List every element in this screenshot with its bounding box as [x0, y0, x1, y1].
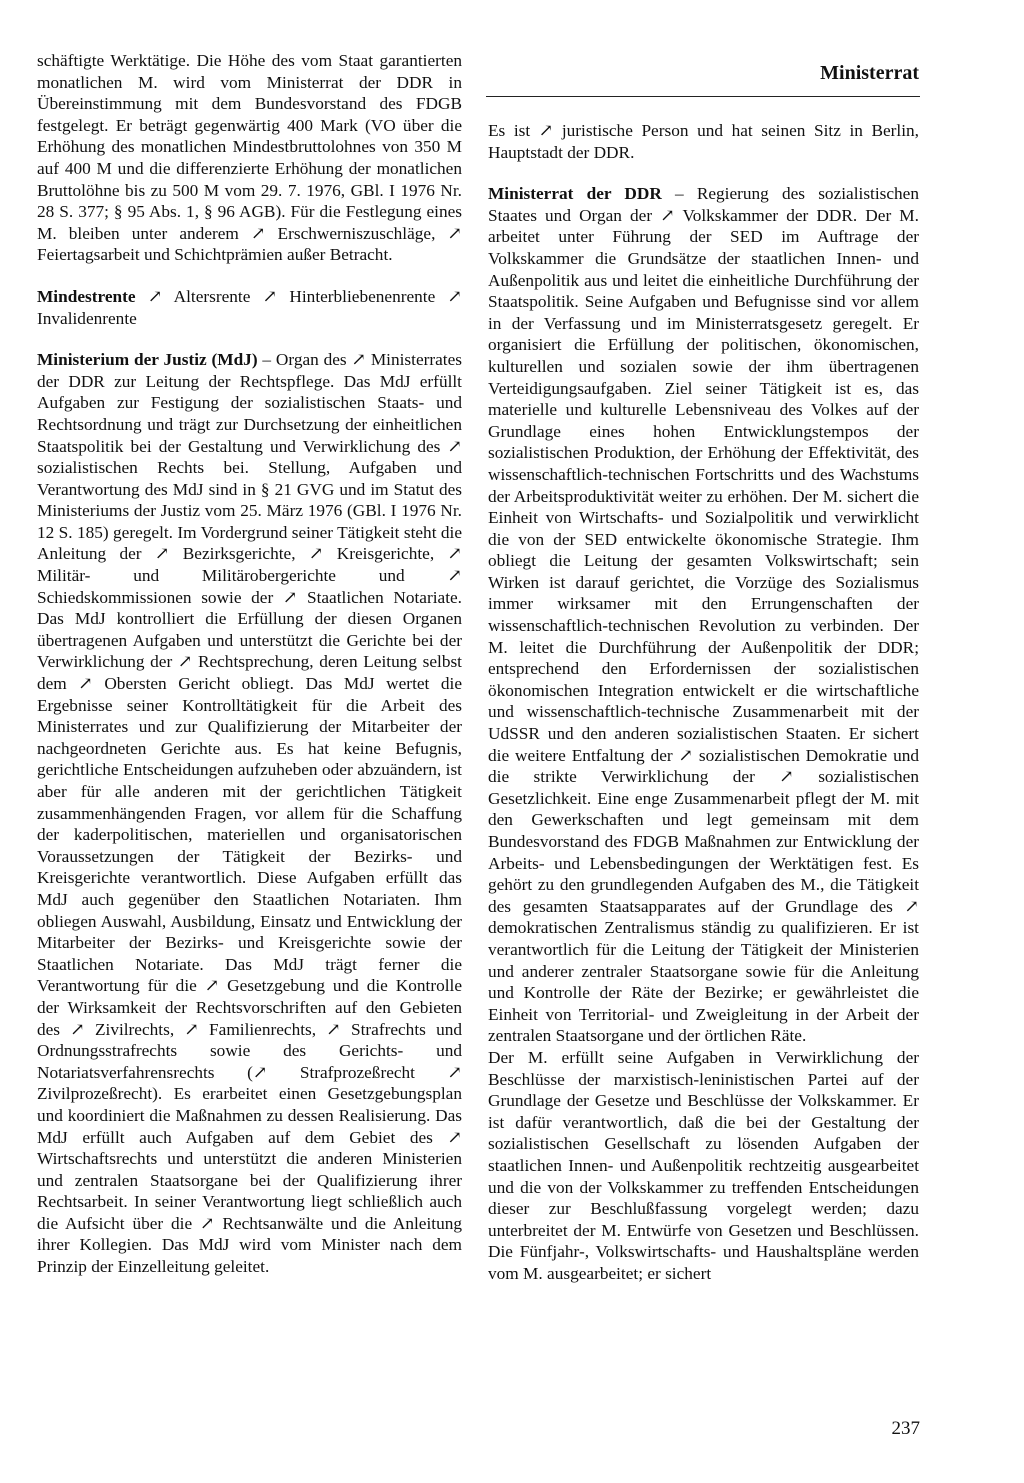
page-number: 237: [891, 1418, 920, 1439]
entry-mindestrente: [37, 286, 462, 329]
entry-body: ↗ Altersrente ↗ Hinterbliebenenrente ↗ Invalidenrente: [37, 286, 462, 328]
entry-term: Ministerrat der DDR: [488, 184, 662, 204]
paragraph-mindestlohn-cont: schäftigte Werktätige. Die Höhe des vom Staat garantierten monatlichen M. wird vom Ministerrat der DDR in Übereinstimmung mit dem Bundesvorstand des FDGB festgelegt. Er beträgt gegenwärtig 400 Mark (VO über die Erhöhung des monatlichen Mindestbruttolohnes von 350 M auf 400 M und die differenzierte Erhöhung der monatlichen Bruttolöhne bis zu 500 M vom 29. 7. 1976, GBl. I 1976 Nr. 28 S. 377; § 95 Abs. 1, § 96 AGB). Für die Festlegung eines M. bleiben unter anderem ↗ Erschwerniszuschläge, ↗ Feiertagsarbeit und Schichtprämien außer Betracht.: [37, 51, 462, 265]
entry-ministerrat-der-ddr: [488, 183, 919, 1047]
entry-term: Mindestrente: [37, 286, 136, 306]
entry-term: Ministerium der Justiz (MdJ): [37, 350, 258, 370]
paragraph-ministerrat-2: Der M. erfüllt seine Aufgaben in Verwirklichung der Beschlüsse der marxistisch-leninistischen Partei auf der Grundlage der Gesetze und Beschlüsse der Volkskammer. Er ist dafür verantwortlich, daß die bei der Gestaltung der sozialistischen Gesellschaft zu lösenden Aufgaben der staatlichen Innen- und Außenpolitik rechtzeitig ausgearbeitet und die von der Volkskammer zu treffenden Entscheidungen dieser zur Beschlußfassung vorgelegt werden; dazu unterbreitet der M. Entwürfe von Gesetzen und Beschlüssen. Die Fünfjahr-, Volkswirtschafts- und Haushaltspläne werden vom M. ausgearbeitet; er sichert: [488, 1047, 919, 1283]
header-rule: [486, 96, 920, 97]
paragraph-justiz-cont: Es ist ↗ juristische Person und hat seinen Sitz in Berlin, Hauptstadt der DDR.: [488, 121, 919, 162]
right-column: [488, 120, 919, 1284]
running-head: Ministerrat: [820, 62, 919, 84]
entry-body: – Organ des ↗ Ministerrates der DDR zur Leitung der Rechtspflege. Das MdJ erfüllt Aufgaben zur Festigung der sozialistischen Staats- und Rechtsordnung und trägt zur Durchsetzung der einheitlichen Staatspolitik bei der Gestaltung und Verwirklichung des ↗ sozialistischen Rechts bei. Stellung, Aufgaben und Verantwortung des MdJ sind in § 21 GVG und im Statut des Ministeriums der Justiz vom 25. März 1976 (GBl. I 1976 Nr. 12 S. 185) geregelt. Im Vordergrund seiner Tätigkeit steht die Anleitung der ↗ Bezirksgerichte, ↗ Kreisgerichte, ↗ Militär- und Militärobergerichte und ↗ Schiedskommissionen sowie der ↗ Staatlichen Notariate. Das MdJ kontrolliert die Erfüllung der diesen Organen übertragenen Aufgaben und unterstützt die Gerichte bei der Verwirklichung der ↗ Rechtsprechung, deren Leitung selbst dem ↗ Obersten Gericht obliegt. Das MdJ wertet die Ergebnisse seiner Kontrolltätigkeit für die Arbeit des Ministerrates und zur Qualifizierung der Mitarbeiter der nachgeordneten Gerichte aus. Es hat keine Befugnis, gerichtliche Entscheidungen aufzuheben oder abzuändern, ist aber für alle anderen mit der gerichtlichen Tätigkeit zusammenhängenden Fragen, vor allem für die Schaffung der kaderpolitischen, materiellen und organisatorischen Voraussetzungen der Tätigkeit der Bezirks- und Kreisgerichte verantwortlich. Diese Aufgaben erfüllt das MdJ auch gegenüber den Staatlichen Notariaten. Ihm obliegen Auswahl, Ausbildung, Einsatz und Entwicklung der Mitarbeiter der Bezirks- und Kreisgerichte sowie der Staatlichen Notariate. Das MdJ trägt ferner die Verantwortung für die ↗ Gesetzgebung und die Kontrolle der Wirksamkeit der Rechtsvorschriften auf den Gebieten des ↗ Zivilrechts, ↗ Familienrechts, ↗ Strafrechts und Ordnungsstrafrechts sowie des Gerichts- und Notariatsverfahrensrechts (↗ Strafprozeßrecht ↗ Zivilprozeßrecht). Es erarbeitet einen Gesetzgebungsplan und koordiniert die Maßnahmen zu dessen Realisierung. Das MdJ erfüllt auch Aufgaben auf dem Gebiet des ↗ Wirtschaftsrechts und unterstützt die anderen Ministerien und zentralen Staatsorgane bei der Qualifizierung ihrer Rechtsarbeit. In seiner Verantwortung liegt schließlich auch die Aufsicht über die ↗ Rechtsanwälte und die Anleitung ihrer Kollegien. Das MdJ wird vom Minister nach dem Prinzip der Einzelleitung geleitet.: [37, 350, 462, 1277]
entry-ministerium-der-justiz: [37, 349, 462, 1278]
left-column: [37, 50, 462, 1278]
entry-body: – Regierung des sozialistischen Staates und Organ der ↗ Volkskammer der DDR. Der M. arbeitet unter Führung der SED im Auftrage der Volkskammer die Grundsätze der staatlichen Innen- und Außenpolitik aus und leitet die einheitliche Durchführung der Staatspolitik. Seine Aufgaben und Befugnisse sind vor allem in der Verfassung und im Ministerratsgesetz geregelt. Er organisiert die Erfüllung der politischen, ökonomischen, kulturellen und sozialen sowie der ihm übertragenen Verteidigungsaufgaben. Ziel seiner Tätigkeit ist es, das materielle und kulturelle Lebensniveau des Volkes auf der Grundlage eines hohen Entwicklungstempos der sozialistischen Produktion, der Erhöhung der Effektivität, des wissenschaftlich-technischen Fortschritts und des Wachstums der Arbeitsproduktivität weiter zu erhöhen. Der M. sichert die Einheit von Wirtschafts- und Sozialpolitik und verwirklicht die von der SED entwickelte ökonomische Strategie. Ihm obliegt die Leitung der gesamten Volkswirtschaft; sein Wirken ist darauf gerichtet, die Vorzüge des Sozialismus immer wirksamer mit den Errungenschaften der wissenschaftlich-technischen Revolution zu verbinden. Der M. leitet die Durchführung der Außenpolitik der DDR; entsprechend den Erfordernissen der sozialistischen ökonomischen Integration entwickelt er die wirtschaftliche und wissenschaftlich-technische Zusammenarbeit mit der UdSSR und den anderen sozialistischen Staaten. Er sichert die weitere Entfaltung der ↗ sozialistischen Demokratie und die strikte Verwirklichung der ↗ sozialistischen Gesetzlichkeit. Eine enge Zusammenarbeit pflegt der M. mit den Gewerkschaften und legt gemeinsam mit dem Bundesvorstand des FDGB Maßnahmen zur Entwicklung der Arbeits- und Lebensbedingungen der Werktätigen fest. Es gehört zu den grundlegenden Aufgaben des M., die Tätigkeit des gesamten Staatsapparates auf der Grundlage des ↗ demokratischen Zentralismus ständig zu qualifizieren. Er ist verantwortlich für die Leitung der Tätigkeit der Ministerien und anderer zentraler Staatsorgane sowie für die Anleitung und Kontrolle der Räte der Bezirke; er gewährleistet die Einheit von Territorial- und Zweigleitung in der Arbeit der zentralen Staatsorgane und der örtlichen Räte.: [488, 184, 919, 1046]
